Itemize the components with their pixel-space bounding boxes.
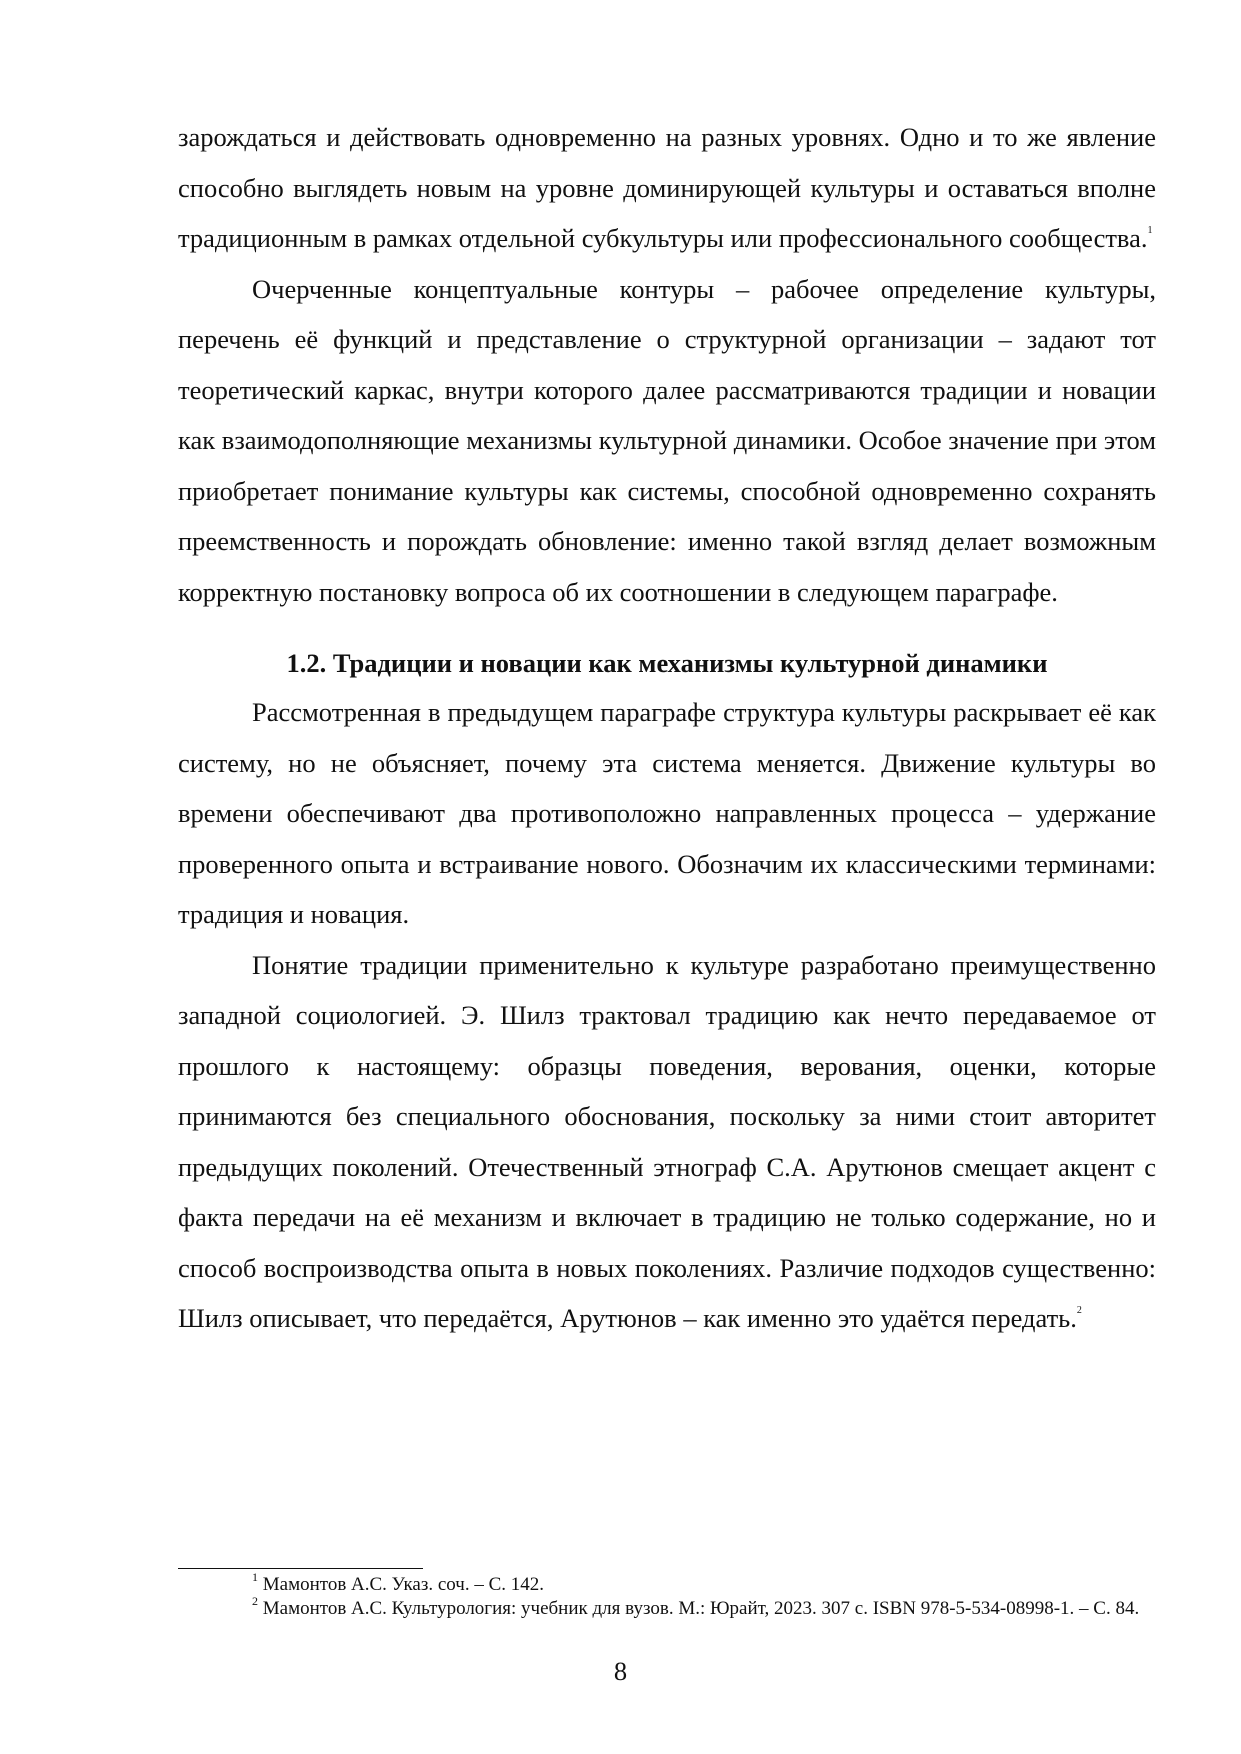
page-number: 8 [613,1656,628,1686]
footnote-number: 2 [252,1593,258,1608]
section-heading: 1.2. Традиции и новации как механизмы культурной динамики [286,648,1048,678]
paragraph [178,112,1156,264]
paragraph: Очерченные концептуальные контуры – рабочее определение культуры, перечень её функций и представление о структурной организации – задают тот теоретический каркас, внутри которого далее рассматриваются традиции и новации как взаимодополняющие механизмы культурной динамики. Особое значение при этом приобретает понимание культуры как системы, способной одновременно сохранять преемственность и порождать обновление: именно такой взгляд делает возможным корректную постановку вопроса об их соотношении в следующем параграфе. [178,273,1156,607]
footnote-ref[interactable]: 1 [1147,225,1153,237]
footnote [166,1569,1156,1597]
paragraph: Рассмотренная в предыдущем параграфе структура культуры раскрывает её как систему, но не объясняет, почему эта система меняется. Движение культуры во времени обеспечивают два противоположно направленных процесса – удержание проверенного опыта и встраивание нового. Обозначим их классическими терминами: традиция и новация. [178,697,1156,929]
paragraph [178,940,1156,1344]
footnote-text: Мамонтов А.С. Культурология: учебник для вузов. М.: Юрайт, 2023. 307 с. ISBN 978-5-534-08998-1. – С. 84. [262,1598,1140,1619]
footnote [166,1593,1156,1621]
main-text [178,112,1156,1344]
footnote-text: Мамонтов А.С. Указ. соч. – С. 142. [262,1574,545,1595]
footnotes [166,1569,1156,1621]
footnote-separator [178,1568,423,1569]
footnote-ref[interactable]: 2 [1076,1305,1082,1317]
paragraph-text: зарождаться и действовать одновременно на разных уровнях. Одно и то же явление способно выглядеть новым на уровне доминирующей культуры и оставаться вполне традиционным в рамках отдельной субкультуры или профессионального сообщества. [178,122,1156,253]
paragraph-text: Понятие традиции применительно к культуре разработано преимущественно западной социологией. Э. Шилз трактовал традицию как нечто передаваемое от прошлого к настоящему: образцы поведения, верования, оценки, которые принимаются без специального обоснования, поскольку за ними стоит авторитет предыдущих поколений. Отечественный этнограф С.А. Арутюнов смещает акцент с факта передачи на её механизм и включает в традицию не только содержание, но и способ воспроизводства опыта в новых поколениях. Различие подходов существенно: Шилз описывает, что передаётся, Арутюнов – как именно это удаётся передать. [178,949,1156,1333]
footnote-number: 1 [252,1569,258,1584]
